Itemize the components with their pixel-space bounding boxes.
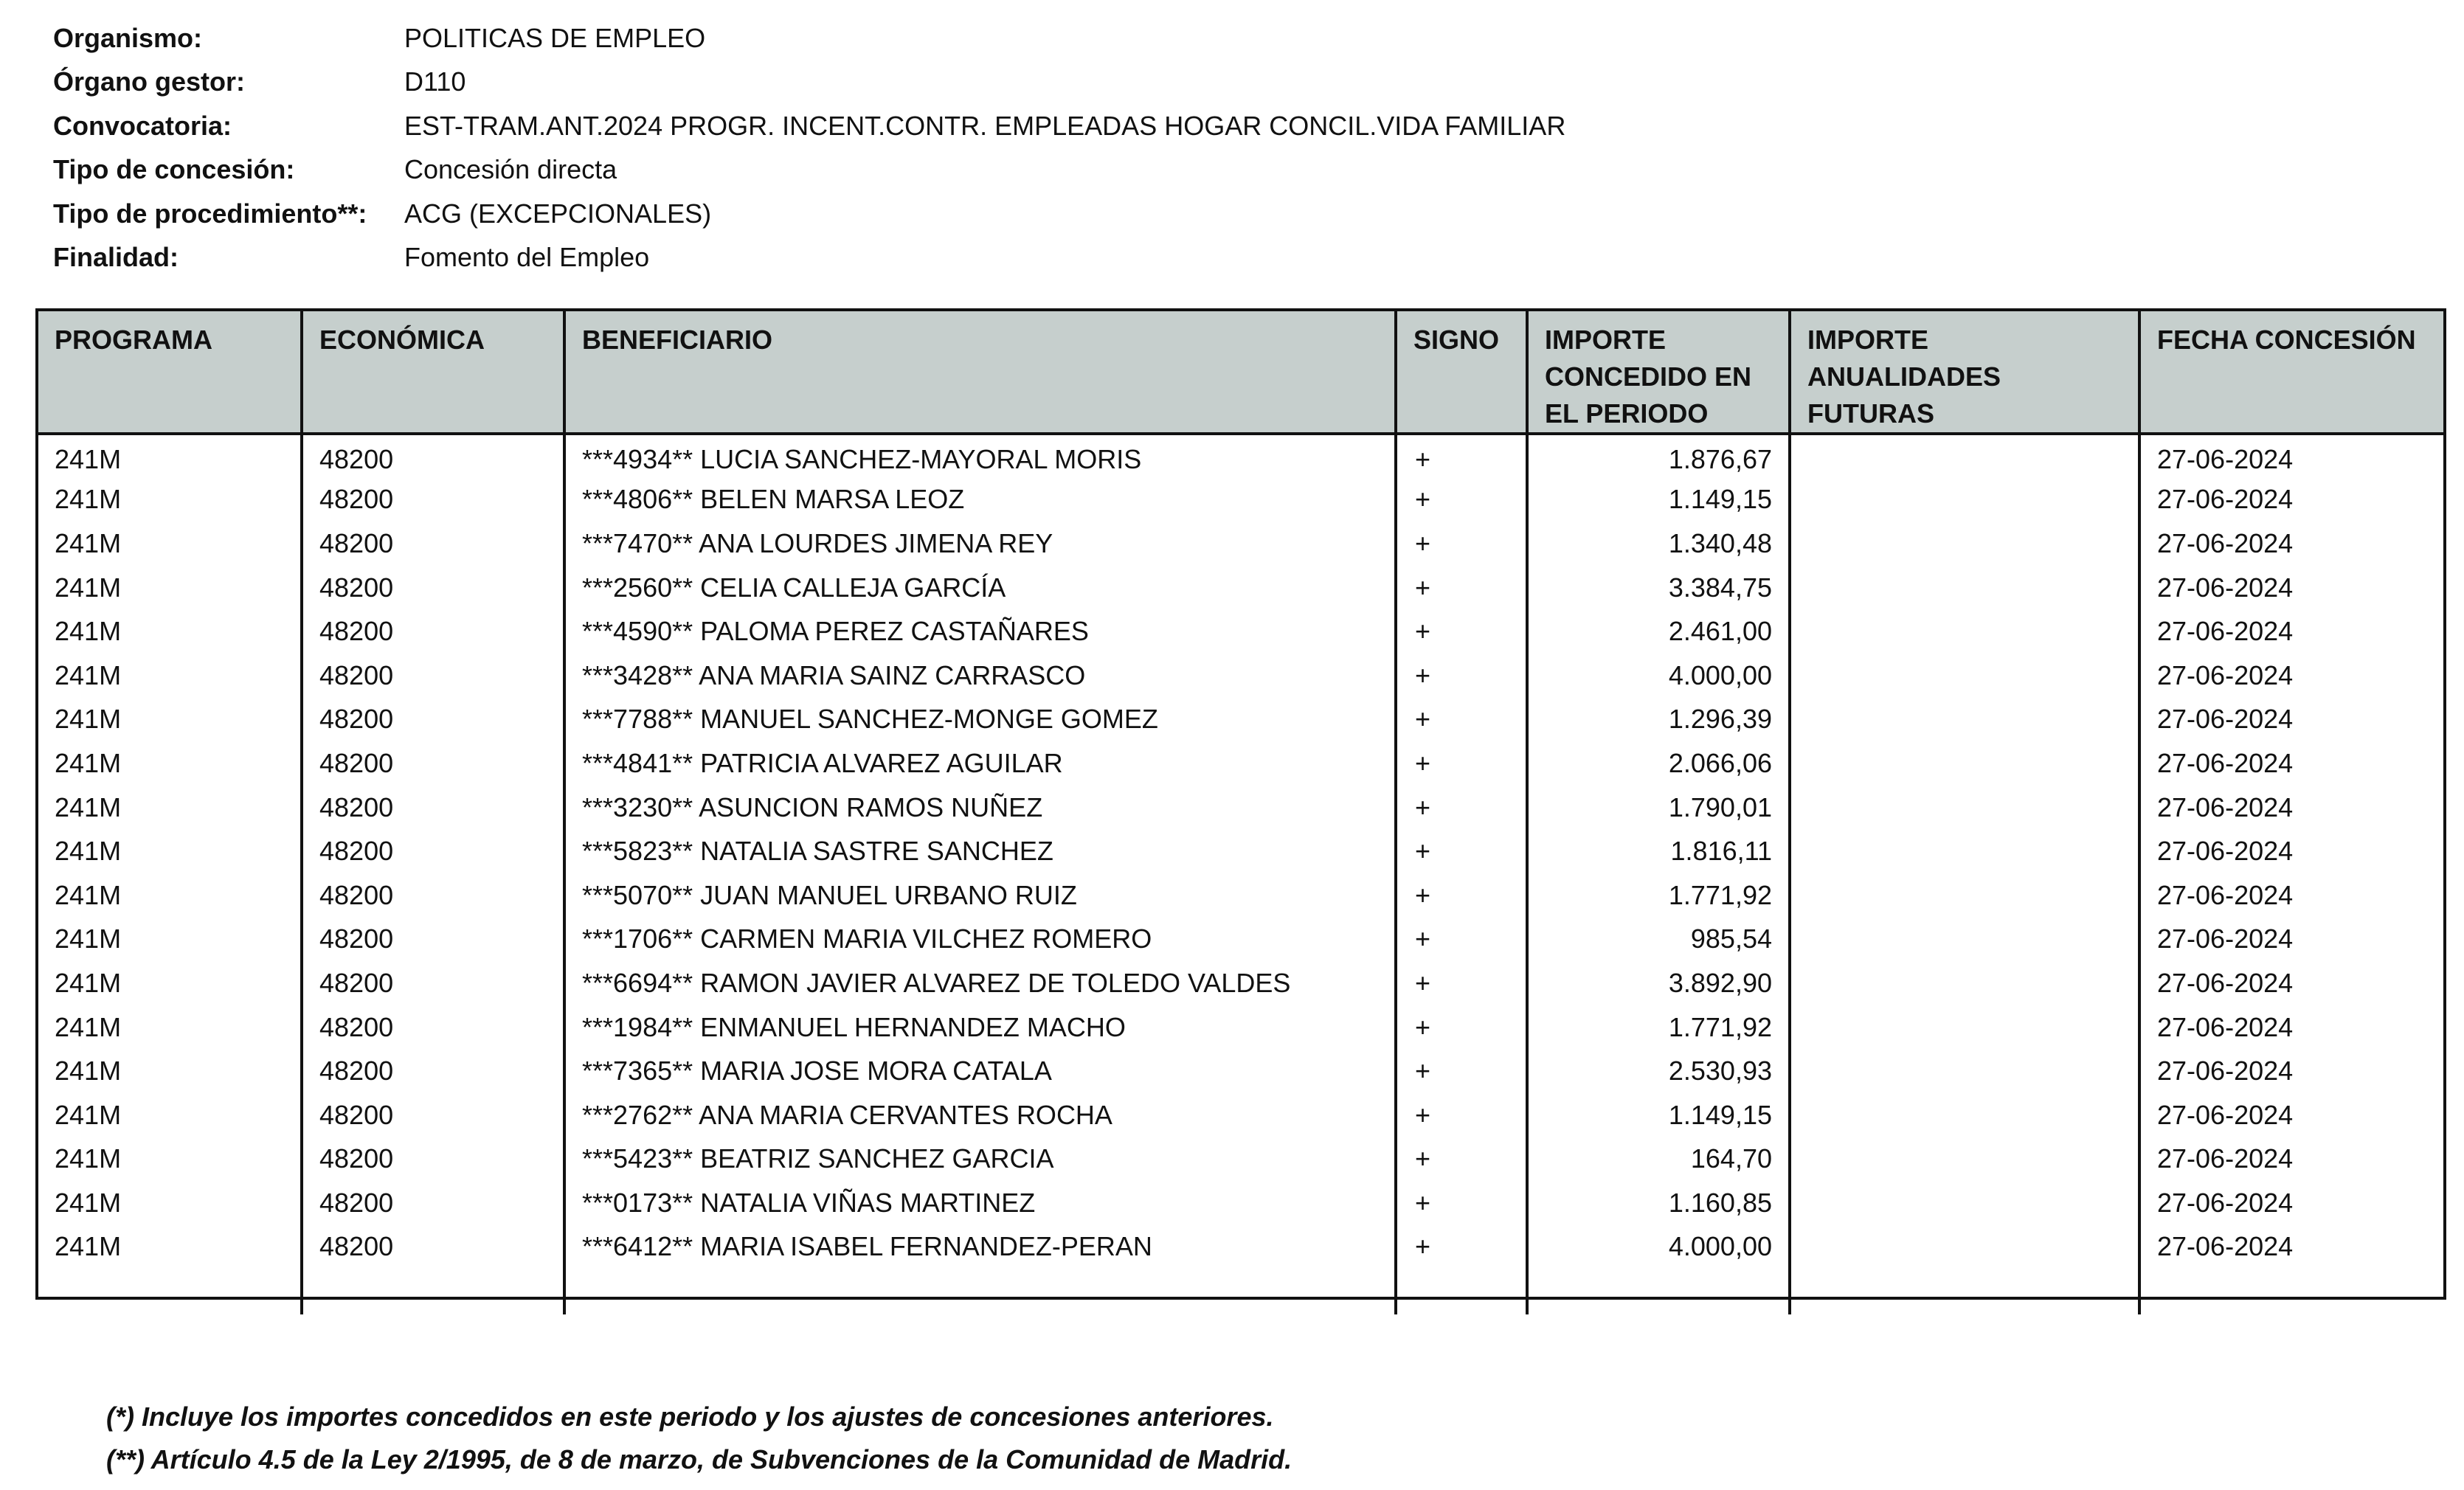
cell-anualidades-futuras bbox=[1790, 1049, 2139, 1093]
cell-signo: + bbox=[1396, 741, 1527, 786]
cell-economica: 48200 bbox=[302, 829, 564, 873]
cell-importe: 2.066,06 bbox=[1527, 741, 1790, 786]
cell-beneficiario: ***4934** LUCIA SANCHEZ-MAYORAL MORIS bbox=[564, 434, 1396, 478]
meta-label: Tipo de procedimiento**: bbox=[53, 198, 367, 229]
table-row bbox=[38, 918, 2443, 962]
cell-beneficiario: ***4806** BELEN MARSA LEOZ bbox=[564, 478, 1396, 522]
meta-value: EST-TRAM.ANT.2024 PROGR. INCENT.CONTR. EMPLEADAS HOGAR CONCIL.VIDA FAMILIAR bbox=[404, 110, 1566, 141]
cell-beneficiario: ***3230** ASUNCION RAMOS NUÑEZ bbox=[564, 786, 1396, 830]
cell-importe: 1.816,11 bbox=[1527, 829, 1790, 873]
cell-importe: 1.790,01 bbox=[1527, 786, 1790, 830]
cell-beneficiario: ***0173** NATALIA VIÑAS MARTINEZ bbox=[564, 1181, 1396, 1225]
cell-importe: 3.384,75 bbox=[1527, 566, 1790, 610]
cell-fecha-concesion: 27-06-2024 bbox=[2157, 747, 2294, 778]
cell-fecha-concesion: 27-06-2024 bbox=[2157, 1143, 2294, 1174]
cell-anualidades-futuras bbox=[1790, 654, 2139, 698]
cell-fecha-concesion: 27-06-2024 bbox=[2157, 659, 2294, 690]
meta-row-organismo bbox=[53, 16, 2414, 60]
column-header-beneficiario: BENEFICIARIO bbox=[564, 311, 1396, 434]
cell-programa: 241M bbox=[38, 829, 302, 873]
cell-importe: 2.461,00 bbox=[1527, 609, 1790, 654]
cell-fecha-concesion: 27-06-2024 bbox=[2157, 484, 2294, 515]
empty-cell bbox=[1396, 1269, 1527, 1314]
cell-economica: 48200 bbox=[302, 918, 564, 962]
cell-importe: 1.149,15 bbox=[1527, 1093, 1790, 1137]
table-row bbox=[38, 1181, 2443, 1225]
column-header-importe: IMPORTE CONCEDIDO EN EL PERIODO bbox=[1527, 311, 1790, 434]
cell-signo: + bbox=[1396, 1137, 1527, 1182]
cell-anualidades-futuras bbox=[1790, 522, 2139, 566]
cell-fecha-concesion: 27-06-2024 bbox=[2157, 1187, 2294, 1218]
table-row bbox=[38, 1137, 2443, 1182]
cell-economica: 48200 bbox=[302, 961, 564, 1005]
cell-fecha-concesion: 27-06-2024 bbox=[2157, 616, 2294, 647]
cell-anualidades-futuras bbox=[1790, 1093, 2139, 1137]
cell-anualidades-futuras bbox=[1790, 961, 2139, 1005]
cell-anualidades-futuras bbox=[1790, 434, 2139, 478]
cell-programa: 241M bbox=[38, 698, 302, 742]
cell-programa: 241M bbox=[38, 522, 302, 566]
cell-importe: 4.000,00 bbox=[1527, 654, 1790, 698]
column-header-signo: SIGNO bbox=[1396, 311, 1527, 434]
meta-row-tipo-procedimiento bbox=[53, 192, 2414, 236]
footnote-importes: (*) Incluye los importes concedidos en este periodo y los ajustes de concesiones anteriores. bbox=[106, 1401, 1274, 1432]
cell-programa: 241M bbox=[38, 566, 302, 610]
cell-anualidades-futuras bbox=[1790, 1137, 2139, 1182]
cell-beneficiario: ***7470** ANA LOURDES JIMENA REY bbox=[564, 522, 1396, 566]
cell-signo: + bbox=[1396, 654, 1527, 698]
cell-programa: 241M bbox=[38, 786, 302, 830]
table-row bbox=[38, 522, 2443, 566]
cell-fecha-concesion: 27-06-2024 bbox=[2157, 527, 2294, 558]
cell-anualidades-futuras bbox=[1790, 566, 2139, 610]
cell-economica: 48200 bbox=[302, 1049, 564, 1093]
cell-fecha-concesion: 27-06-2024 bbox=[2157, 1056, 2294, 1087]
cell-anualidades-futuras bbox=[1790, 829, 2139, 873]
meta-row-finalidad bbox=[53, 236, 2414, 280]
table-row bbox=[38, 829, 2443, 873]
cell-programa: 241M bbox=[38, 434, 302, 478]
cell-programa: 241M bbox=[38, 609, 302, 654]
cell-economica: 48200 bbox=[302, 698, 564, 742]
column-header-fecha-concesion: FECHA CONCESIÓN bbox=[2139, 311, 2443, 434]
cell-fecha-concesion: 27-06-2024 bbox=[2157, 1099, 2294, 1130]
cell-beneficiario: ***5823** NATALIA SASTRE SANCHEZ bbox=[564, 829, 1396, 873]
meta-row-tipo-concesion bbox=[53, 148, 2414, 193]
table-row bbox=[38, 1093, 2443, 1137]
cell-economica: 48200 bbox=[302, 434, 564, 478]
cell-signo: + bbox=[1396, 566, 1527, 610]
cell-economica: 48200 bbox=[302, 478, 564, 522]
cell-beneficiario: ***3428** ANA MARIA SAINZ CARRASCO bbox=[564, 654, 1396, 698]
cell-beneficiario: ***2560** CELIA CALLEJA GARCÍA bbox=[564, 566, 1396, 610]
cell-importe: 1.771,92 bbox=[1527, 873, 1790, 918]
meta-value: ACG (EXCEPCIONALES) bbox=[404, 198, 712, 229]
cell-anualidades-futuras bbox=[1790, 741, 2139, 786]
cell-programa: 241M bbox=[38, 918, 302, 962]
cell-importe: 985,54 bbox=[1527, 918, 1790, 962]
cell-programa: 241M bbox=[38, 1181, 302, 1225]
cell-economica: 48200 bbox=[302, 566, 564, 610]
cell-importe: 1.771,92 bbox=[1527, 1005, 1790, 1050]
table-row bbox=[38, 654, 2443, 698]
cell-anualidades-futuras bbox=[1790, 478, 2139, 522]
cell-economica: 48200 bbox=[302, 786, 564, 830]
cell-importe: 1.340,48 bbox=[1527, 522, 1790, 566]
empty-cell bbox=[38, 1269, 302, 1314]
cell-economica: 48200 bbox=[302, 609, 564, 654]
concessions-table bbox=[35, 308, 2446, 1300]
empty-cell bbox=[2139, 1269, 2443, 1314]
cell-fecha-concesion: 27-06-2024 bbox=[2157, 1231, 2294, 1262]
cell-economica: 48200 bbox=[302, 873, 564, 918]
cell-signo: + bbox=[1396, 786, 1527, 830]
meta-label: Convocatoria: bbox=[53, 110, 232, 141]
cell-economica: 48200 bbox=[302, 1005, 564, 1050]
document-header bbox=[53, 16, 2414, 280]
cell-economica: 48200 bbox=[302, 1093, 564, 1137]
cell-importe: 1.296,39 bbox=[1527, 698, 1790, 742]
cell-beneficiario: ***5070** JUAN MANUEL URBANO RUIZ bbox=[564, 873, 1396, 918]
cell-anualidades-futuras bbox=[1790, 1181, 2139, 1225]
cell-anualidades-futuras bbox=[1790, 1225, 2139, 1269]
cell-importe: 1.160,85 bbox=[1527, 1181, 1790, 1225]
cell-anualidades-futuras bbox=[1790, 609, 2139, 654]
cell-signo: + bbox=[1396, 698, 1527, 742]
meta-row-organo-gestor bbox=[53, 60, 2414, 105]
cell-signo: + bbox=[1396, 1181, 1527, 1225]
meta-label: Tipo de concesión: bbox=[53, 154, 295, 185]
table-header-row bbox=[38, 311, 2443, 434]
table-row bbox=[38, 698, 2443, 742]
table-row bbox=[38, 873, 2443, 918]
cell-signo: + bbox=[1396, 829, 1527, 873]
empty-cell bbox=[1527, 1269, 1790, 1314]
cell-fecha-concesion: 27-06-2024 bbox=[2157, 704, 2294, 735]
empty-cell bbox=[302, 1269, 564, 1314]
cell-economica: 48200 bbox=[302, 1181, 564, 1225]
cell-signo: + bbox=[1396, 478, 1527, 522]
meta-value: Fomento del Empleo bbox=[404, 242, 650, 273]
cell-signo: + bbox=[1396, 1225, 1527, 1269]
table-row bbox=[38, 961, 2443, 1005]
table-row bbox=[38, 1005, 2443, 1050]
cell-economica: 48200 bbox=[302, 1225, 564, 1269]
footnote-ley: (**) Artículo 4.5 de la Ley 2/1995, de 8 de marzo, de Subvenciones de la Comunidad de Madrid. bbox=[106, 1444, 1292, 1475]
empty-cell bbox=[564, 1269, 1396, 1314]
cell-beneficiario: ***5423** BEATRIZ SANCHEZ GARCIA bbox=[564, 1137, 1396, 1182]
meta-value: D110 bbox=[404, 66, 466, 97]
cell-signo: + bbox=[1396, 961, 1527, 1005]
table-spacer-row bbox=[38, 1269, 2443, 1314]
cell-programa: 241M bbox=[38, 1093, 302, 1137]
table-row bbox=[38, 478, 2443, 522]
cell-beneficiario: ***1706** CARMEN MARIA VILCHEZ ROMERO bbox=[564, 918, 1396, 962]
cell-importe: 4.000,00 bbox=[1527, 1225, 1790, 1269]
cell-fecha-concesion: 27-06-2024 bbox=[2157, 443, 2294, 474]
cell-economica: 48200 bbox=[302, 654, 564, 698]
table-row bbox=[38, 1225, 2443, 1269]
cell-programa: 241M bbox=[38, 1137, 302, 1182]
cell-signo: + bbox=[1396, 873, 1527, 918]
cell-signo: + bbox=[1396, 1049, 1527, 1093]
meta-value: POLITICAS DE EMPLEO bbox=[404, 22, 706, 53]
cell-importe: 1.149,15 bbox=[1527, 478, 1790, 522]
cell-beneficiario: ***7365** MARIA JOSE MORA CATALA bbox=[564, 1049, 1396, 1093]
cell-beneficiario: ***4590** PALOMA PEREZ CASTAÑARES bbox=[564, 609, 1396, 654]
meta-row-convocatoria bbox=[53, 104, 2414, 148]
table-body bbox=[38, 434, 2443, 1314]
footnotes bbox=[106, 1396, 1292, 1481]
cell-programa: 241M bbox=[38, 478, 302, 522]
empty-cell bbox=[1790, 1269, 2139, 1314]
cell-fecha-concesion: 27-06-2024 bbox=[2157, 967, 2294, 998]
cell-importe: 3.892,90 bbox=[1527, 961, 1790, 1005]
cell-economica: 48200 bbox=[302, 522, 564, 566]
column-header-anualidades-futuras: IMPORTE ANUALIDADES FUTURAS bbox=[1790, 311, 2139, 434]
cell-fecha-concesion: 27-06-2024 bbox=[2157, 924, 2294, 954]
cell-importe: 164,70 bbox=[1527, 1137, 1790, 1182]
column-header-programa: PROGRAMA bbox=[38, 311, 302, 434]
cell-programa: 241M bbox=[38, 741, 302, 786]
cell-fecha-concesion: 27-06-2024 bbox=[2157, 1011, 2294, 1042]
cell-beneficiario: ***4841** PATRICIA ALVAREZ AGUILAR bbox=[564, 741, 1396, 786]
cell-signo: + bbox=[1396, 1005, 1527, 1050]
cell-signo: + bbox=[1396, 522, 1527, 566]
table-row bbox=[38, 609, 2443, 654]
cell-programa: 241M bbox=[38, 873, 302, 918]
table-header bbox=[38, 311, 2443, 434]
cell-beneficiario: ***6694** RAMON JAVIER ALVAREZ DE TOLEDO VALDES bbox=[564, 961, 1396, 1005]
cell-fecha-concesion: 27-06-2024 bbox=[2157, 572, 2294, 603]
concessions-table-grid bbox=[38, 311, 2443, 1314]
table-row bbox=[38, 566, 2443, 610]
cell-economica: 48200 bbox=[302, 741, 564, 786]
cell-anualidades-futuras bbox=[1790, 1005, 2139, 1050]
cell-anualidades-futuras bbox=[1790, 873, 2139, 918]
cell-signo: + bbox=[1396, 609, 1527, 654]
table-row bbox=[38, 741, 2443, 786]
cell-fecha-concesion: 27-06-2024 bbox=[2157, 836, 2294, 867]
cell-beneficiario: ***2762** ANA MARIA CERVANTES ROCHA bbox=[564, 1093, 1396, 1137]
meta-label: Finalidad: bbox=[53, 242, 179, 273]
table-row bbox=[38, 434, 2443, 478]
table-row bbox=[38, 786, 2443, 830]
cell-programa: 241M bbox=[38, 1049, 302, 1093]
cell-anualidades-futuras bbox=[1790, 786, 2139, 830]
cell-programa: 241M bbox=[38, 654, 302, 698]
cell-programa: 241M bbox=[38, 1225, 302, 1269]
cell-signo: + bbox=[1396, 918, 1527, 962]
cell-signo: + bbox=[1396, 1093, 1527, 1137]
cell-beneficiario: ***6412** MARIA ISABEL FERNANDEZ-PERAN bbox=[564, 1225, 1396, 1269]
meta-label: Órgano gestor: bbox=[53, 66, 246, 97]
cell-beneficiario: ***7788** MANUEL SANCHEZ-MONGE GOMEZ bbox=[564, 698, 1396, 742]
meta-label: Organismo: bbox=[53, 22, 203, 53]
cell-programa: 241M bbox=[38, 1005, 302, 1050]
cell-anualidades-futuras bbox=[1790, 698, 2139, 742]
cell-beneficiario: ***1984** ENMANUEL HERNANDEZ MACHO bbox=[564, 1005, 1396, 1050]
meta-value: Concesión directa bbox=[404, 154, 617, 185]
cell-importe: 1.876,67 bbox=[1527, 434, 1790, 478]
cell-programa: 241M bbox=[38, 961, 302, 1005]
cell-economica: 48200 bbox=[302, 1137, 564, 1182]
column-header-economica: ECONÓMICA bbox=[302, 311, 564, 434]
cell-importe: 2.530,93 bbox=[1527, 1049, 1790, 1093]
cell-fecha-concesion: 27-06-2024 bbox=[2157, 879, 2294, 910]
cell-fecha-concesion: 27-06-2024 bbox=[2157, 791, 2294, 822]
table-row bbox=[38, 1049, 2443, 1093]
cell-signo: + bbox=[1396, 434, 1527, 478]
cell-anualidades-futuras bbox=[1790, 918, 2139, 962]
